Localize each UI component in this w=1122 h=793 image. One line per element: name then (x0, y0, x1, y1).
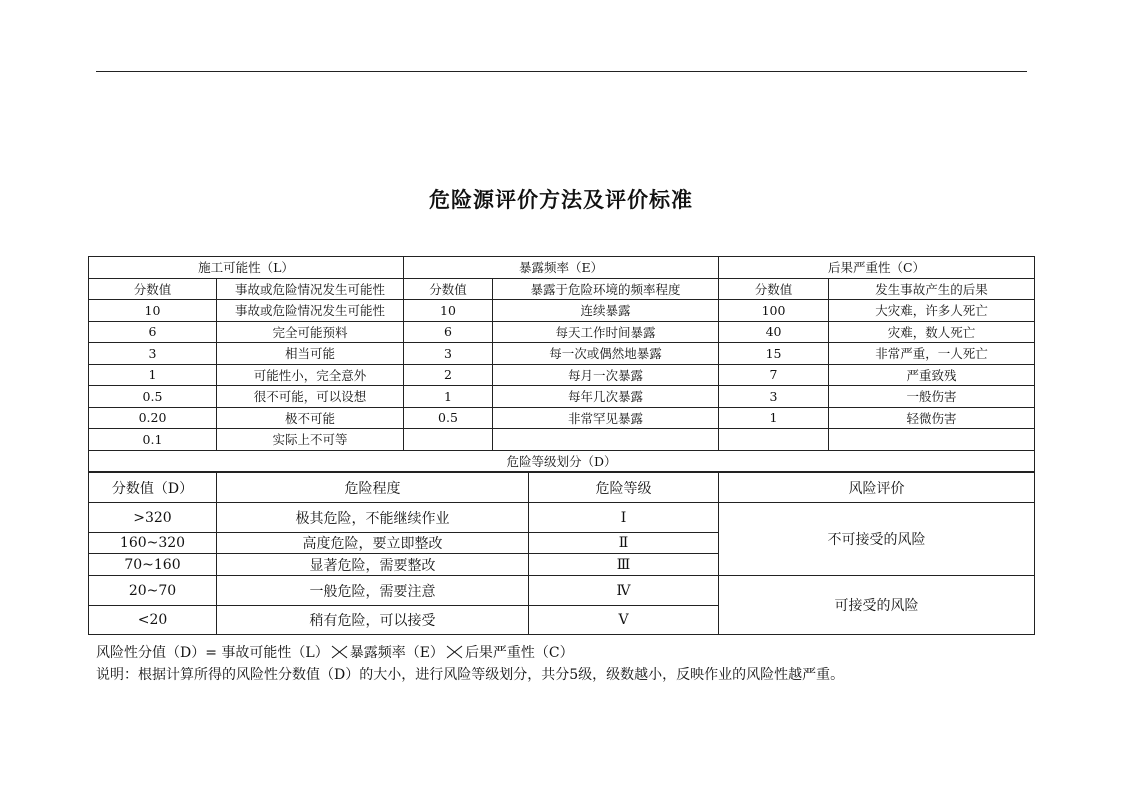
table-cell: 连续暴露 (493, 300, 719, 322)
sub-header: 分数值 (404, 278, 493, 300)
score-cell: 20~70 (89, 576, 217, 606)
page-title: 危险源评价方法及评价标准 (429, 187, 693, 212)
sub-header: 发生事故产生的后果 (829, 278, 1035, 300)
table-row (89, 576, 1035, 606)
table-cell (404, 429, 493, 451)
table-cell: 0.5 (404, 407, 493, 429)
table-row (89, 343, 1035, 365)
risk-eval-acceptable: 可接受的风险 (719, 576, 1035, 635)
table-cell: 很不可能，可以设想 (217, 386, 404, 408)
score-cell: <20 (89, 606, 217, 635)
table-cell: 可能性小，完全意外 (217, 364, 404, 386)
table-cell: 非常罕见暴露 (493, 407, 719, 429)
table-cell: 轻微伤害 (829, 407, 1035, 429)
table-cell: 每月一次暴露 (493, 364, 719, 386)
top-rule (96, 71, 1027, 72)
table-cell: 1 (89, 364, 217, 386)
sub-header: 暴露于危险环境的频率程度 (493, 278, 719, 300)
table-cell: 10 (89, 300, 217, 322)
notes (96, 642, 844, 686)
table-cell (829, 429, 1035, 451)
table-cell: 大灾难，许多人死亡 (829, 300, 1035, 322)
score-cell: 160~320 (89, 533, 217, 554)
grade-cell: Ⅲ (529, 554, 719, 576)
degree-cell: 高度危险，要立即整改 (217, 533, 529, 554)
table-cell: 一般伤害 (829, 386, 1035, 408)
table-cell: 非常严重，一人死亡 (829, 343, 1035, 365)
table-cell: 完全可能预料 (217, 321, 404, 343)
table-cell: 3 (89, 343, 217, 365)
degree-cell: 极其危险，不能继续作业 (217, 503, 529, 533)
table-cell: 1 (404, 386, 493, 408)
header-danger-grade: 危险等级 (529, 473, 719, 503)
header-danger-degree: 危险程度 (217, 473, 529, 503)
table-cell: 10 (404, 300, 493, 322)
degree-cell: 显著危险，需要整改 (217, 554, 529, 576)
danger-caption-row (89, 450, 1035, 472)
table-cell: 100 (719, 300, 829, 322)
table-row (89, 429, 1035, 451)
group-header-consequence: 后果严重性（C） (719, 257, 1035, 279)
degree-cell: 一般危险，需要注意 (217, 576, 529, 606)
table-row (89, 364, 1035, 386)
degree-cell: 稍有危险，可以接受 (217, 606, 529, 635)
table-cell: 6 (404, 321, 493, 343)
table-cell: 0.1 (89, 429, 217, 451)
grade-cell: Ⅱ (529, 533, 719, 554)
sub-header: 事故或危险情况发生可能性 (217, 278, 404, 300)
formula-part-1: 风险性分值（D）= 事故可能性（L） (96, 645, 329, 661)
table-row (89, 407, 1035, 429)
score-cell: >320 (89, 503, 217, 533)
score-cell: 70~160 (89, 554, 217, 576)
table-cell: 0.5 (89, 386, 217, 408)
table-cell: 灾难，数人死亡 (829, 321, 1035, 343)
table-cell (493, 429, 719, 451)
risk-level-table (88, 472, 1035, 635)
grade-cell: Ⅰ (529, 503, 719, 533)
formula-part-3: 后果严重性（C） (464, 645, 574, 661)
table-row (89, 503, 1035, 533)
danger-level-caption: 危险等级划分（D） (89, 450, 1035, 472)
group-header-likelihood: 施工可能性（L） (89, 257, 404, 279)
table-cell: 相当可能 (217, 343, 404, 365)
table-row (89, 321, 1035, 343)
table-cell: 极不可能 (217, 407, 404, 429)
group-header-exposure: 暴露频率（E） (404, 257, 719, 279)
table-cell: 事故或危险情况发生可能性 (217, 300, 404, 322)
table-cell: 3 (719, 386, 829, 408)
table-cell: 严重致残 (829, 364, 1035, 386)
formula-line (96, 642, 844, 664)
group-header-row (89, 257, 1035, 279)
sub-header: 分数值 (89, 278, 217, 300)
sub-header-row (89, 278, 1035, 300)
risk-eval-unacceptable: 不可接受的风险 (719, 503, 1035, 576)
header-risk-evaluation: 风险评价 (719, 473, 1035, 503)
table-cell: 15 (719, 343, 829, 365)
formula-part-2: 暴露频率（E） (349, 645, 444, 661)
sub-header: 分数值 (719, 278, 829, 300)
multiply-cross-icon (446, 645, 463, 659)
table-cell: 40 (719, 321, 829, 343)
table-row (89, 386, 1035, 408)
table-cell: 3 (404, 343, 493, 365)
table-cell: 7 (719, 364, 829, 386)
grade-cell: Ⅳ (529, 576, 719, 606)
header-score: 分数值（D） (89, 473, 217, 503)
table-cell: 1 (719, 407, 829, 429)
table-cell: 实际上不可等 (217, 429, 404, 451)
risk-header-row (89, 473, 1035, 503)
table-cell: 每年几次暴露 (493, 386, 719, 408)
lec-criteria-table (88, 256, 1035, 472)
table-cell: 2 (404, 364, 493, 386)
table-cell (719, 429, 829, 451)
explanation-line: 说明：根据计算所得的风险性分数值（D）的大小，进行风险等级划分，共分5级，级数越小，反映作业的风险性越严重。 (96, 667, 845, 683)
table-cell: 每天工作时间暴露 (493, 321, 719, 343)
table-cell: 0.20 (89, 407, 217, 429)
table-cell: 6 (89, 321, 217, 343)
multiply-cross-icon (331, 645, 348, 659)
table-cell: 每一次或偶然地暴露 (493, 343, 719, 365)
grade-cell: Ⅴ (529, 606, 719, 635)
table-row (89, 300, 1035, 322)
